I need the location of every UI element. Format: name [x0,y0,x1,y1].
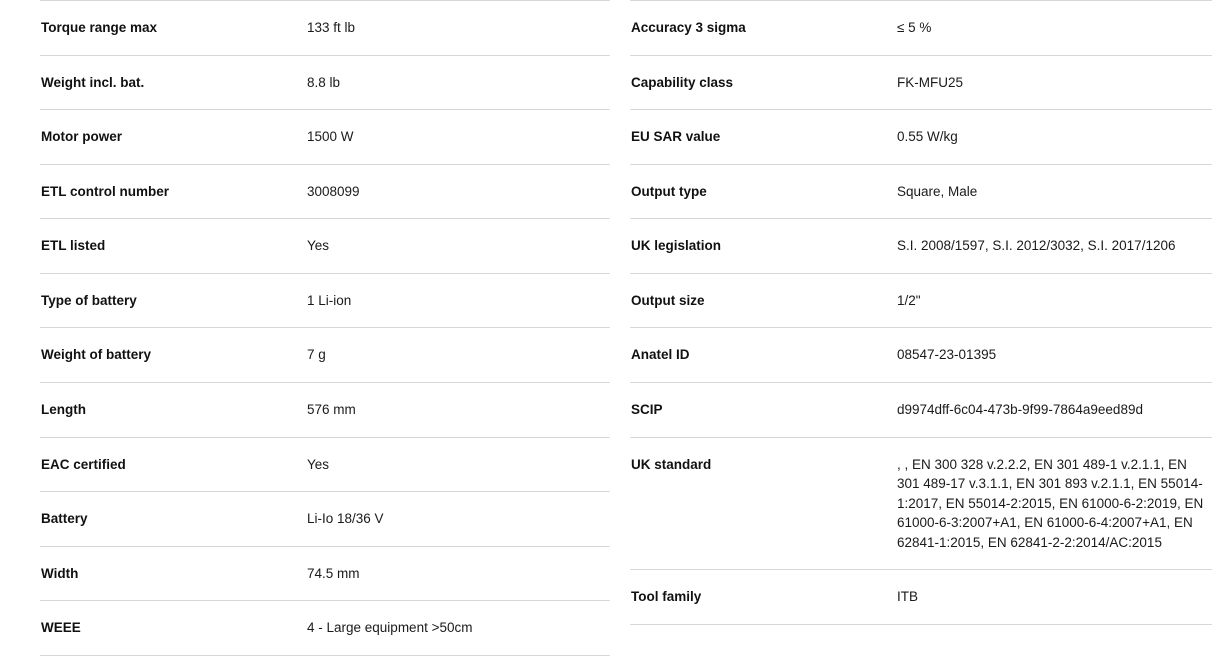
table-row [40,110,610,165]
table-row [630,437,1212,570]
spec-label: UK standard [631,456,712,472]
spec-label: Weight of battery [41,347,152,363]
spec-value: 576 mm [307,401,356,417]
spec-label: ETL listed [41,238,106,254]
spec-value: 1500 W [307,129,354,145]
spec-value: Square, Male [897,183,978,199]
spec-value: S.I. 2008/1597, S.I. 2012/3032, S.I. 2017/1206 [897,238,1176,254]
spec-value: Yes [307,456,330,472]
spec-label: Torque range max [41,20,158,35]
spec-label: Tool family [631,589,702,605]
spec-label: Type of battery [41,292,137,308]
spec-label: UK legislation [631,238,722,254]
table-row [40,601,610,656]
spec-value: ITB [897,589,919,605]
spec-value [896,437,1212,570]
spec-table-right [630,0,1212,625]
spec-value: 3008099 [307,183,360,199]
table-row [630,219,1212,274]
spec-value: ≤ 5 % [897,20,932,35]
spec-label: SCIP [631,401,663,417]
spec-value: 1/2" [897,292,921,308]
spec-table-left [40,0,610,656]
table-row [630,164,1212,219]
spec-value: 1 Li-ion [307,292,352,308]
spec-column-left [0,0,610,636]
spec-value: d9974dff-6c04-473b-9f99-7864a9eed89d [897,401,1143,417]
table-row [40,492,610,547]
spec-value: 4 - Large equipment >50cm [307,620,473,636]
column-gap [610,0,630,611]
spec-label: Weight incl. bat. [41,74,145,90]
spec-label: WEEE [41,620,81,636]
table-row [630,110,1212,165]
table-row [40,219,610,274]
spec-value: Li-Io 18/36 V [307,511,384,527]
spec-value: 08547-23-01395 [897,347,997,363]
table-row [40,328,610,383]
table-row [40,164,610,219]
spec-value: 133 ft lb [307,20,356,35]
table-row [40,546,610,601]
table-row [630,273,1212,328]
spec-value: 7 g [307,347,326,363]
spec-table-right-body [630,1,1212,625]
table-row [630,570,1212,625]
spec-value: FK-MFU25 [897,74,964,90]
spec-label: ETL control number [41,183,170,199]
spec-label: Output type [631,183,707,199]
table-row [40,273,610,328]
spec-value: 8.8 lb [307,74,341,90]
spec-value: 74.5 mm [307,565,360,581]
spec-label: EU SAR value [631,129,721,145]
spec-value: 0.55 W/kg [897,129,958,145]
spec-value-text: , , EN 300 328 v.2.2.2, EN 301 489-1 v.2.1.1, EN 301 489-17 v.3.1.1, EN 301 893 v.2.1.1, EN 55014-1:2017, EN 55014-2:2015, EN 61000-6-2:2019, EN 61000-6-3:2007+A1, EN 61000-6-4:2007+A1, EN 62841-1:2015, EN 62841-2-2:2014/AC:2015 [897,456,1204,550]
table-row [630,328,1212,383]
table-row [630,55,1212,110]
table-row [40,1,610,56]
spec-label: Width [41,565,79,581]
table-row [630,382,1212,437]
spec-label: Output size [631,292,705,308]
table-row [40,437,610,492]
spec-table-left-body [40,1,610,656]
table-row [40,382,610,437]
spec-label: EAC certified [41,456,126,472]
spec-label: Capability class [631,74,734,90]
spec-label: Anatel ID [631,347,690,363]
spec-label: Accuracy 3 sigma [631,20,746,35]
spec-value: Yes [307,238,330,254]
spec-column-right [630,0,1232,611]
spec-label: Length [41,401,86,417]
spec-label: Battery [41,511,88,527]
spec-label: Motor power [41,129,122,145]
table-row [630,1,1212,56]
table-row [40,55,610,110]
